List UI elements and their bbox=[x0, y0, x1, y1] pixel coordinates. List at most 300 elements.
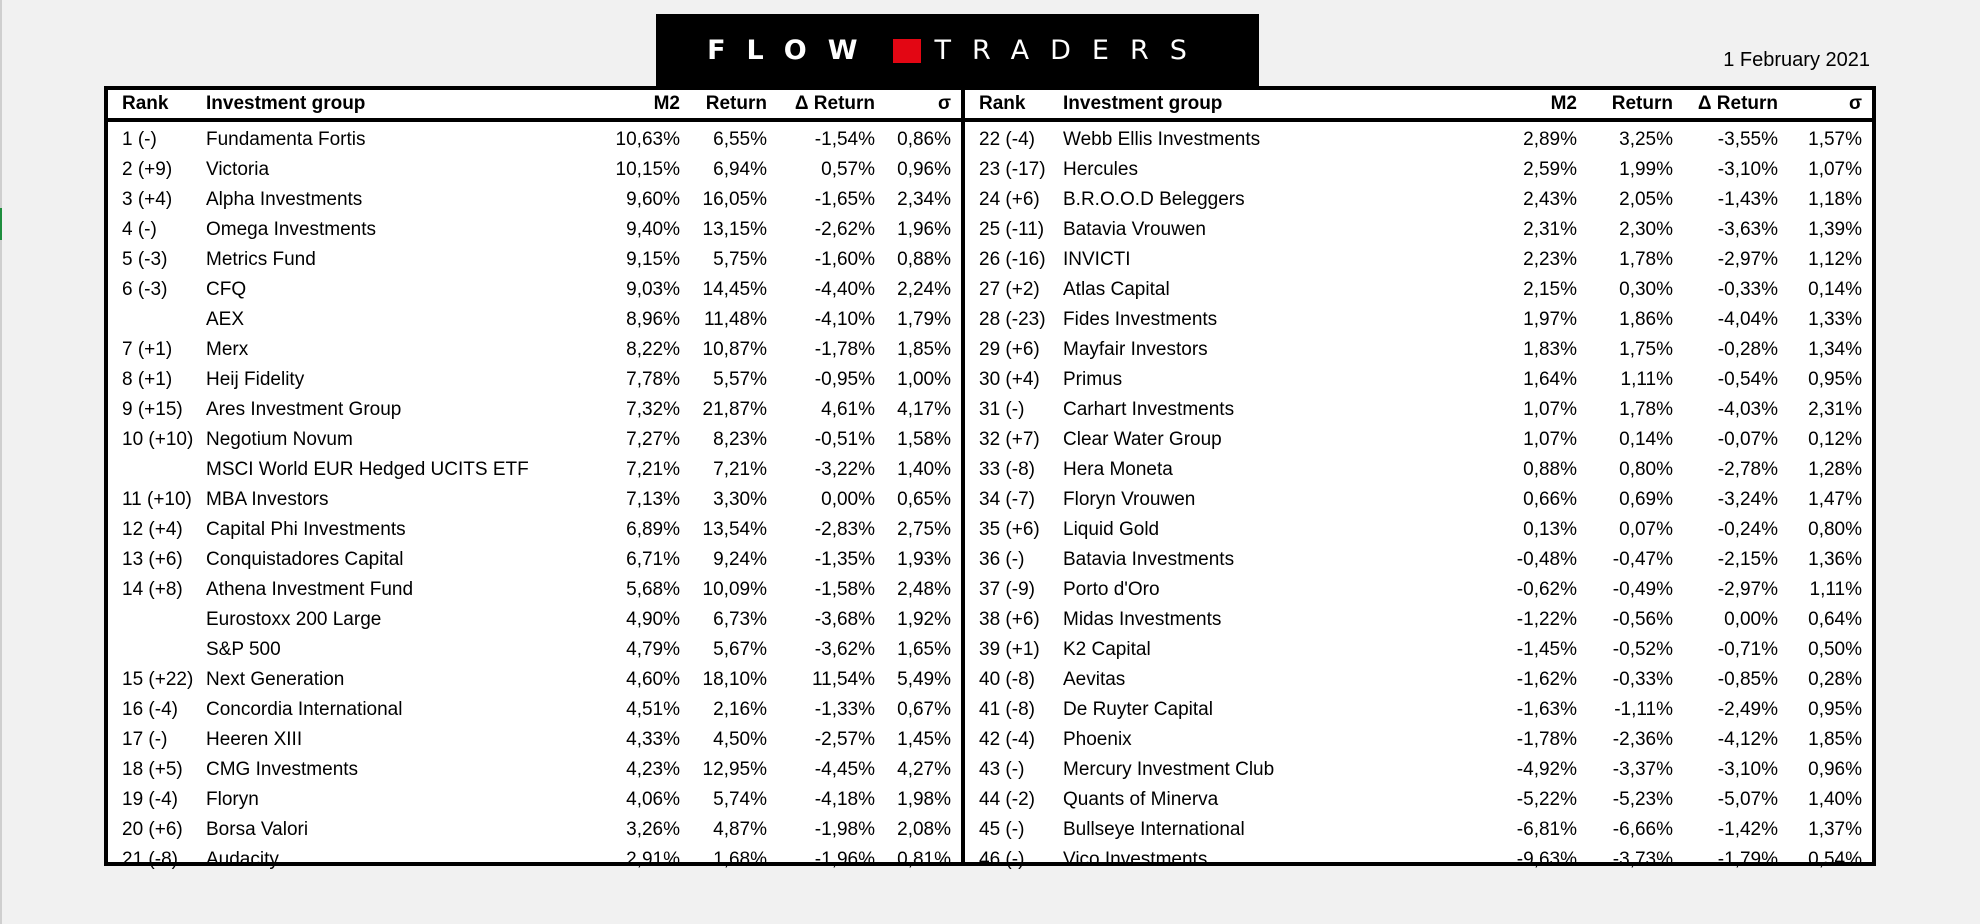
table-header-row bbox=[965, 90, 1872, 120]
rank-cell: 26 (-16) bbox=[979, 249, 1046, 270]
m2-cell: 2,31% bbox=[1523, 219, 1577, 240]
rank-cell: 19 (-4) bbox=[122, 789, 178, 810]
delta-return-cell: -0,71% bbox=[1717, 639, 1778, 660]
delta-return-cell: -3,62% bbox=[814, 639, 875, 660]
table-row bbox=[965, 515, 1872, 545]
rank-cell: 40 (-8) bbox=[979, 669, 1035, 690]
m2-cell: 6,89% bbox=[626, 519, 680, 540]
m2-cell: 0,66% bbox=[1523, 489, 1577, 510]
return-cell: 4,50% bbox=[713, 729, 767, 750]
table-row bbox=[108, 245, 961, 275]
return-cell: 10,87% bbox=[702, 339, 767, 360]
m2-cell: 3,26% bbox=[626, 819, 680, 840]
investment-group-cell: Porto d'Oro bbox=[1063, 579, 1160, 600]
investment-group-cell: Atlas Capital bbox=[1063, 279, 1170, 300]
rank-cell: 9 (+15) bbox=[122, 399, 183, 420]
sigma-cell: 2,48% bbox=[897, 579, 951, 600]
investment-group-cell: MSCI World EUR Hedged UCITS ETF bbox=[206, 459, 529, 480]
m2-cell: 7,32% bbox=[626, 399, 680, 420]
rank-cell bbox=[108, 455, 206, 485]
col-header-delta-return: Δ Return bbox=[1673, 90, 1778, 120]
investment-group-cell: CFQ bbox=[206, 279, 247, 300]
rank-cell: 27 (+2) bbox=[979, 279, 1040, 300]
col-header-return: Return bbox=[1577, 90, 1673, 120]
m2-cell: 9,03% bbox=[626, 279, 680, 300]
return-cell: 18,10% bbox=[702, 669, 767, 690]
sigma-cell: 1,18% bbox=[1808, 189, 1862, 210]
table-row bbox=[965, 365, 1872, 395]
table-row bbox=[965, 335, 1872, 365]
investment-group-cell: Fides Investments bbox=[1063, 309, 1218, 330]
investment-group-cell: Victoria bbox=[206, 159, 270, 180]
col-header-rank: Rank bbox=[108, 90, 206, 120]
ranking-table-left bbox=[108, 90, 961, 875]
m2-cell: -0,48% bbox=[1516, 549, 1577, 570]
m2-cell: 0,88% bbox=[1523, 459, 1577, 480]
sheet-left-edge bbox=[0, 0, 2, 924]
return-cell: 1,86% bbox=[1619, 309, 1673, 330]
return-cell: 2,30% bbox=[1619, 219, 1673, 240]
rank-cell: 33 (-8) bbox=[979, 459, 1035, 480]
table-row bbox=[108, 785, 961, 815]
rank-cell: 45 (-) bbox=[979, 819, 1025, 840]
investment-group-cell: S&P 500 bbox=[206, 639, 281, 660]
investment-group-cell: Heij Fidelity bbox=[206, 369, 305, 390]
m2-cell: 4,06% bbox=[626, 789, 680, 810]
return-cell: 0,14% bbox=[1619, 429, 1673, 450]
return-cell: 7,21% bbox=[713, 459, 767, 480]
rank-cell: 14 (+8) bbox=[122, 579, 183, 600]
delta-return-cell: -3,63% bbox=[1717, 219, 1778, 240]
delta-return-cell: -1,79% bbox=[1717, 849, 1778, 870]
rank-cell: 24 (+6) bbox=[979, 189, 1040, 210]
m2-cell: 10,15% bbox=[615, 159, 680, 180]
m2-cell: 1,07% bbox=[1523, 399, 1577, 420]
m2-cell: 2,43% bbox=[1523, 189, 1577, 210]
table-row bbox=[965, 785, 1872, 815]
investment-group-cell: Hera Moneta bbox=[1063, 459, 1173, 480]
investment-group-cell: Batavia Vrouwen bbox=[1063, 219, 1206, 240]
m2-cell: 4,51% bbox=[626, 699, 680, 720]
return-cell: 1,78% bbox=[1619, 399, 1673, 420]
table-row bbox=[108, 665, 961, 695]
sigma-cell: 0,96% bbox=[1808, 759, 1862, 780]
col-header-rank: Rank bbox=[965, 90, 1063, 120]
col-header-sigma: σ bbox=[1778, 90, 1872, 120]
sigma-cell: 1,92% bbox=[897, 609, 951, 630]
rank-cell: 18 (+5) bbox=[122, 759, 183, 780]
delta-return-cell: -2,57% bbox=[814, 729, 875, 750]
table-row bbox=[965, 245, 1872, 275]
investment-group-cell: Capital Phi Investments bbox=[206, 519, 406, 540]
sigma-cell: 0,50% bbox=[1808, 639, 1862, 660]
delta-return-cell: -4,03% bbox=[1717, 399, 1778, 420]
sigma-cell: 1,79% bbox=[897, 309, 951, 330]
table-row bbox=[108, 215, 961, 245]
rank-cell: 11 (+10) bbox=[122, 489, 192, 510]
investment-group-cell: Quants of Minerva bbox=[1063, 789, 1219, 810]
rank-cell: 20 (+6) bbox=[122, 819, 183, 840]
sigma-cell: 1,34% bbox=[1808, 339, 1862, 360]
m2-cell: 1,07% bbox=[1523, 429, 1577, 450]
rank-cell: 39 (+1) bbox=[979, 639, 1040, 660]
rank-cell: 46 (-) bbox=[979, 849, 1025, 870]
return-cell: -0,56% bbox=[1612, 609, 1673, 630]
return-cell: -0,49% bbox=[1612, 579, 1673, 600]
m2-cell: 1,83% bbox=[1523, 339, 1577, 360]
rank-cell: 8 (+1) bbox=[122, 369, 173, 390]
delta-return-cell: -1,78% bbox=[814, 339, 875, 360]
return-cell: -3,37% bbox=[1612, 759, 1673, 780]
delta-return-cell: 0,00% bbox=[1724, 609, 1778, 630]
delta-return-cell: -1,96% bbox=[814, 849, 875, 870]
m2-cell: -1,62% bbox=[1516, 669, 1577, 690]
sigma-cell: 1,85% bbox=[897, 339, 951, 360]
col-header-m2: M2 bbox=[584, 90, 680, 120]
investment-group-cell: Liquid Gold bbox=[1063, 519, 1160, 540]
sigma-cell: 1,39% bbox=[1808, 219, 1862, 240]
m2-cell: 5,68% bbox=[626, 579, 680, 600]
return-cell: 8,23% bbox=[713, 429, 767, 450]
return-cell: -6,66% bbox=[1612, 819, 1673, 840]
m2-cell: -1,78% bbox=[1516, 729, 1577, 750]
return-cell: 1,68% bbox=[713, 849, 767, 870]
m2-cell: 9,60% bbox=[626, 189, 680, 210]
return-cell: 5,57% bbox=[713, 369, 767, 390]
table-row bbox=[108, 275, 961, 305]
table-row bbox=[965, 755, 1872, 785]
m2-cell: 4,33% bbox=[626, 729, 680, 750]
delta-return-cell: -0,07% bbox=[1717, 429, 1778, 450]
ranking-board bbox=[104, 86, 1876, 870]
investment-group-cell: Webb Ellis Investments bbox=[1063, 129, 1261, 150]
investment-group-cell: Mercury Investment Club bbox=[1063, 759, 1275, 780]
investment-group-cell: Borsa Valori bbox=[206, 819, 309, 840]
m2-cell: 4,79% bbox=[626, 639, 680, 660]
table-header-row bbox=[108, 90, 961, 120]
investment-group-cell: Phoenix bbox=[1063, 729, 1132, 750]
return-cell: -2,36% bbox=[1612, 729, 1673, 750]
m2-cell: -4,92% bbox=[1516, 759, 1577, 780]
sigma-cell: 4,17% bbox=[897, 399, 951, 420]
delta-return-cell: -2,97% bbox=[1717, 249, 1778, 270]
investment-group-cell: Fundamenta Fortis bbox=[206, 129, 366, 150]
investment-group-cell: Mayfair Investors bbox=[1063, 339, 1208, 360]
ranking-rows-left bbox=[108, 120, 961, 875]
flow-traders-logo bbox=[656, 14, 1259, 87]
rank-cell: 38 (+6) bbox=[979, 609, 1040, 630]
delta-return-cell: -5,07% bbox=[1717, 789, 1778, 810]
delta-return-cell: -3,10% bbox=[1717, 759, 1778, 780]
table-row bbox=[108, 455, 961, 485]
return-cell: 0,07% bbox=[1619, 519, 1673, 540]
investment-group-cell: Bullseye International bbox=[1063, 819, 1245, 840]
m2-cell: 2,91% bbox=[626, 849, 680, 870]
rank-cell: 31 (-) bbox=[979, 399, 1025, 420]
delta-return-cell: -4,12% bbox=[1717, 729, 1778, 750]
delta-return-cell: -1,98% bbox=[814, 819, 875, 840]
return-cell: 4,87% bbox=[713, 819, 767, 840]
m2-cell: 2,59% bbox=[1523, 159, 1577, 180]
return-cell: 13,15% bbox=[702, 219, 767, 240]
return-cell: 12,95% bbox=[702, 759, 767, 780]
m2-cell: 0,13% bbox=[1523, 519, 1577, 540]
col-header-m2: M2 bbox=[1481, 90, 1577, 120]
sigma-cell: 1,33% bbox=[1808, 309, 1862, 330]
col-header-investment-group: Investment group bbox=[1063, 90, 1481, 120]
delta-return-cell: -0,85% bbox=[1717, 669, 1778, 690]
sigma-cell: 1,45% bbox=[897, 729, 951, 750]
sigma-cell: 5,49% bbox=[897, 669, 951, 690]
table-row bbox=[108, 815, 961, 845]
investment-group-cell: MBA Investors bbox=[206, 489, 329, 510]
delta-return-cell: -3,22% bbox=[814, 459, 875, 480]
sigma-cell: 1,11% bbox=[1809, 579, 1862, 600]
table-row bbox=[108, 120, 961, 155]
return-cell: 1,78% bbox=[1619, 249, 1673, 270]
rank-cell: 6 (-3) bbox=[122, 279, 168, 300]
sigma-cell: 1,58% bbox=[897, 429, 951, 450]
sigma-cell: 1,85% bbox=[1808, 729, 1862, 750]
sigma-cell: 0,96% bbox=[897, 159, 951, 180]
table-row bbox=[108, 605, 961, 635]
rank-cell: 41 (-8) bbox=[979, 699, 1035, 720]
investment-group-cell: B.R.O.O.D Beleggers bbox=[1063, 189, 1245, 210]
m2-cell: 2,23% bbox=[1523, 249, 1577, 270]
report-date: 1 February 2021 bbox=[1723, 49, 1870, 71]
sigma-cell: 1,98% bbox=[897, 789, 951, 810]
ranking-panel-right bbox=[961, 90, 1872, 870]
table-row bbox=[965, 275, 1872, 305]
return-cell: -5,23% bbox=[1612, 789, 1673, 810]
active-cell-marker bbox=[0, 208, 2, 240]
rank-cell bbox=[108, 635, 206, 665]
rank-cell: 2 (+9) bbox=[122, 159, 173, 180]
rank-cell: 28 (-23) bbox=[979, 309, 1046, 330]
logo-red-square-icon bbox=[893, 39, 921, 63]
delta-return-cell: -0,51% bbox=[814, 429, 875, 450]
m2-cell: 9,40% bbox=[626, 219, 680, 240]
rank-cell: 16 (-4) bbox=[122, 699, 178, 720]
return-cell: 2,16% bbox=[713, 699, 767, 720]
return-cell: 0,69% bbox=[1619, 489, 1673, 510]
delta-return-cell: -4,45% bbox=[814, 759, 875, 780]
m2-cell: -6,81% bbox=[1516, 819, 1577, 840]
col-header-investment-group: Investment group bbox=[206, 90, 584, 120]
return-cell: 0,30% bbox=[1619, 279, 1673, 300]
m2-cell: -1,22% bbox=[1516, 609, 1577, 630]
rank-cell: 43 (-) bbox=[979, 759, 1025, 780]
delta-return-cell: -3,24% bbox=[1717, 489, 1778, 510]
table-row bbox=[965, 635, 1872, 665]
investment-group-cell: Hercules bbox=[1063, 159, 1138, 180]
sigma-cell: 2,75% bbox=[897, 519, 951, 540]
col-header-delta-return: Δ Return bbox=[767, 90, 875, 120]
investment-group-cell: Athena Investment Fund bbox=[206, 579, 414, 600]
rank-cell: 25 (-11) bbox=[979, 219, 1045, 240]
m2-cell: -1,45% bbox=[1516, 639, 1577, 660]
table-row bbox=[108, 755, 961, 785]
return-cell: 21,87% bbox=[702, 399, 767, 420]
delta-return-cell: -3,68% bbox=[814, 609, 875, 630]
table-row bbox=[965, 575, 1872, 605]
table-row bbox=[965, 725, 1872, 755]
m2-cell: 1,64% bbox=[1523, 369, 1577, 390]
return-cell: 2,05% bbox=[1619, 189, 1673, 210]
table-row bbox=[965, 845, 1872, 875]
delta-return-cell: 0,00% bbox=[821, 489, 875, 510]
rank-cell: 37 (-9) bbox=[979, 579, 1035, 600]
sigma-cell: 0,81% bbox=[897, 849, 951, 870]
delta-return-cell: 11,54% bbox=[811, 669, 875, 690]
return-cell: -0,52% bbox=[1612, 639, 1673, 660]
investment-group-cell: Vico Investments bbox=[1063, 849, 1208, 870]
m2-cell: 4,23% bbox=[626, 759, 680, 780]
investment-group-cell: Negotium Novum bbox=[206, 429, 353, 450]
sigma-cell: 2,34% bbox=[897, 189, 951, 210]
return-cell: -0,33% bbox=[1612, 669, 1673, 690]
sigma-cell: 1,65% bbox=[897, 639, 951, 660]
rank-cell: 13 (+6) bbox=[122, 549, 183, 570]
investment-group-cell: Clear Water Group bbox=[1063, 429, 1222, 450]
return-cell: 10,09% bbox=[702, 579, 767, 600]
sigma-cell: 0,86% bbox=[897, 129, 951, 150]
m2-cell: 8,96% bbox=[626, 309, 680, 330]
rank-cell: 42 (-4) bbox=[979, 729, 1035, 750]
rank-cell: 22 (-4) bbox=[979, 129, 1035, 150]
table-row bbox=[965, 120, 1872, 155]
return-cell: -0,47% bbox=[1612, 549, 1673, 570]
rank-cell: 5 (-3) bbox=[122, 249, 168, 270]
m2-cell: 1,97% bbox=[1523, 309, 1577, 330]
sigma-cell: 0,95% bbox=[1808, 699, 1862, 720]
delta-return-cell: -2,97% bbox=[1717, 579, 1778, 600]
m2-cell: 9,15% bbox=[626, 249, 680, 270]
rank-cell: 30 (+4) bbox=[979, 369, 1040, 390]
delta-return-cell: -0,54% bbox=[1717, 369, 1778, 390]
investment-group-cell: Midas Investments bbox=[1063, 609, 1222, 630]
table-row bbox=[108, 185, 961, 215]
table-row bbox=[108, 305, 961, 335]
delta-return-cell: -0,28% bbox=[1717, 339, 1778, 360]
delta-return-cell: -1,60% bbox=[814, 249, 875, 270]
table-row bbox=[965, 485, 1872, 515]
return-cell: 1,99% bbox=[1619, 159, 1673, 180]
return-cell: 16,05% bbox=[702, 189, 767, 210]
sigma-cell: 0,80% bbox=[1808, 519, 1862, 540]
investment-group-cell: Primus bbox=[1063, 369, 1123, 390]
delta-return-cell: -1,65% bbox=[814, 189, 875, 210]
table-row bbox=[965, 815, 1872, 845]
m2-cell: 8,22% bbox=[626, 339, 680, 360]
investment-group-cell: Alpha Investments bbox=[206, 189, 363, 210]
m2-cell: 7,78% bbox=[626, 369, 680, 390]
sigma-cell: 1,47% bbox=[1808, 489, 1862, 510]
return-cell: 6,73% bbox=[713, 609, 767, 630]
return-cell: 3,25% bbox=[1619, 129, 1673, 150]
return-cell: 0,80% bbox=[1619, 459, 1673, 480]
delta-return-cell: -2,78% bbox=[1717, 459, 1778, 480]
rank-cell: 7 (+1) bbox=[122, 339, 173, 360]
sigma-cell: 4,27% bbox=[897, 759, 951, 780]
rank-cell: 17 (-) bbox=[122, 729, 168, 750]
investment-group-cell: De Ruyter Capital bbox=[1063, 699, 1213, 720]
table-row bbox=[108, 395, 961, 425]
investment-group-cell: Floryn bbox=[206, 789, 259, 810]
investment-group-cell: Next Generation bbox=[206, 669, 345, 690]
table-row bbox=[108, 695, 961, 725]
return-cell: -3,73% bbox=[1612, 849, 1673, 870]
sigma-cell: 1,37% bbox=[1808, 819, 1862, 840]
sigma-cell: 1,40% bbox=[1808, 789, 1862, 810]
investment-group-cell: Ares Investment Group bbox=[206, 399, 402, 420]
delta-return-cell: -1,42% bbox=[1717, 819, 1778, 840]
sigma-cell: 0,14% bbox=[1808, 279, 1862, 300]
investment-group-cell: Metrics Fund bbox=[206, 249, 316, 270]
rank-cell: 44 (-2) bbox=[979, 789, 1035, 810]
delta-return-cell: -4,10% bbox=[814, 309, 875, 330]
rank-cell: 12 (+4) bbox=[122, 519, 183, 540]
table-row bbox=[108, 845, 961, 875]
m2-cell: 6,71% bbox=[626, 549, 680, 570]
rank-cell: 4 (-) bbox=[122, 219, 157, 240]
rank-cell: 32 (+7) bbox=[979, 429, 1040, 450]
table-row bbox=[965, 215, 1872, 245]
sigma-cell: 0,88% bbox=[897, 249, 951, 270]
table-row bbox=[965, 305, 1872, 335]
m2-cell: 4,60% bbox=[626, 669, 680, 690]
m2-cell: 2,89% bbox=[1523, 129, 1577, 150]
sigma-cell: 0,54% bbox=[1808, 849, 1862, 870]
investment-group-cell: Omega Investments bbox=[206, 219, 377, 240]
sigma-cell: 1,28% bbox=[1808, 459, 1862, 480]
delta-return-cell: -3,55% bbox=[1717, 129, 1778, 150]
table-row bbox=[108, 635, 961, 665]
investment-group-cell: Heeren XIII bbox=[206, 729, 303, 750]
return-cell: 6,94% bbox=[713, 159, 767, 180]
delta-return-cell: -1,43% bbox=[1717, 189, 1778, 210]
investment-group-cell: Concordia International bbox=[206, 699, 403, 720]
table-row bbox=[965, 395, 1872, 425]
sigma-cell: 2,31% bbox=[1808, 399, 1862, 420]
rank-cell: 36 (-) bbox=[979, 549, 1025, 570]
m2-cell: -5,22% bbox=[1516, 789, 1577, 810]
rank-cell: 15 (+22) bbox=[122, 669, 194, 690]
sigma-cell: 0,28% bbox=[1808, 669, 1862, 690]
rank-cell: 34 (-7) bbox=[979, 489, 1035, 510]
m2-cell: -1,63% bbox=[1516, 699, 1577, 720]
table-row bbox=[108, 365, 961, 395]
investment-group-cell: K2 Capital bbox=[1063, 639, 1151, 660]
delta-return-cell: 4,61% bbox=[821, 399, 875, 420]
return-cell: 5,75% bbox=[713, 249, 767, 270]
rank-cell: 10 (+10) bbox=[122, 429, 194, 450]
return-cell: 14,45% bbox=[702, 279, 767, 300]
ranking-rows-right bbox=[965, 120, 1872, 875]
sigma-cell: 1,93% bbox=[897, 549, 951, 570]
m2-cell: 7,13% bbox=[626, 489, 680, 510]
sigma-cell: 1,07% bbox=[1808, 159, 1862, 180]
rank-cell: 35 (+6) bbox=[979, 519, 1040, 540]
rank-cell: 29 (+6) bbox=[979, 339, 1040, 360]
sigma-cell: 1,96% bbox=[897, 219, 951, 240]
m2-cell: 7,27% bbox=[626, 429, 680, 450]
table-row bbox=[108, 515, 961, 545]
delta-return-cell: -1,58% bbox=[814, 579, 875, 600]
m2-cell: 7,21% bbox=[626, 459, 680, 480]
table-row bbox=[965, 185, 1872, 215]
return-cell: 9,24% bbox=[713, 549, 767, 570]
